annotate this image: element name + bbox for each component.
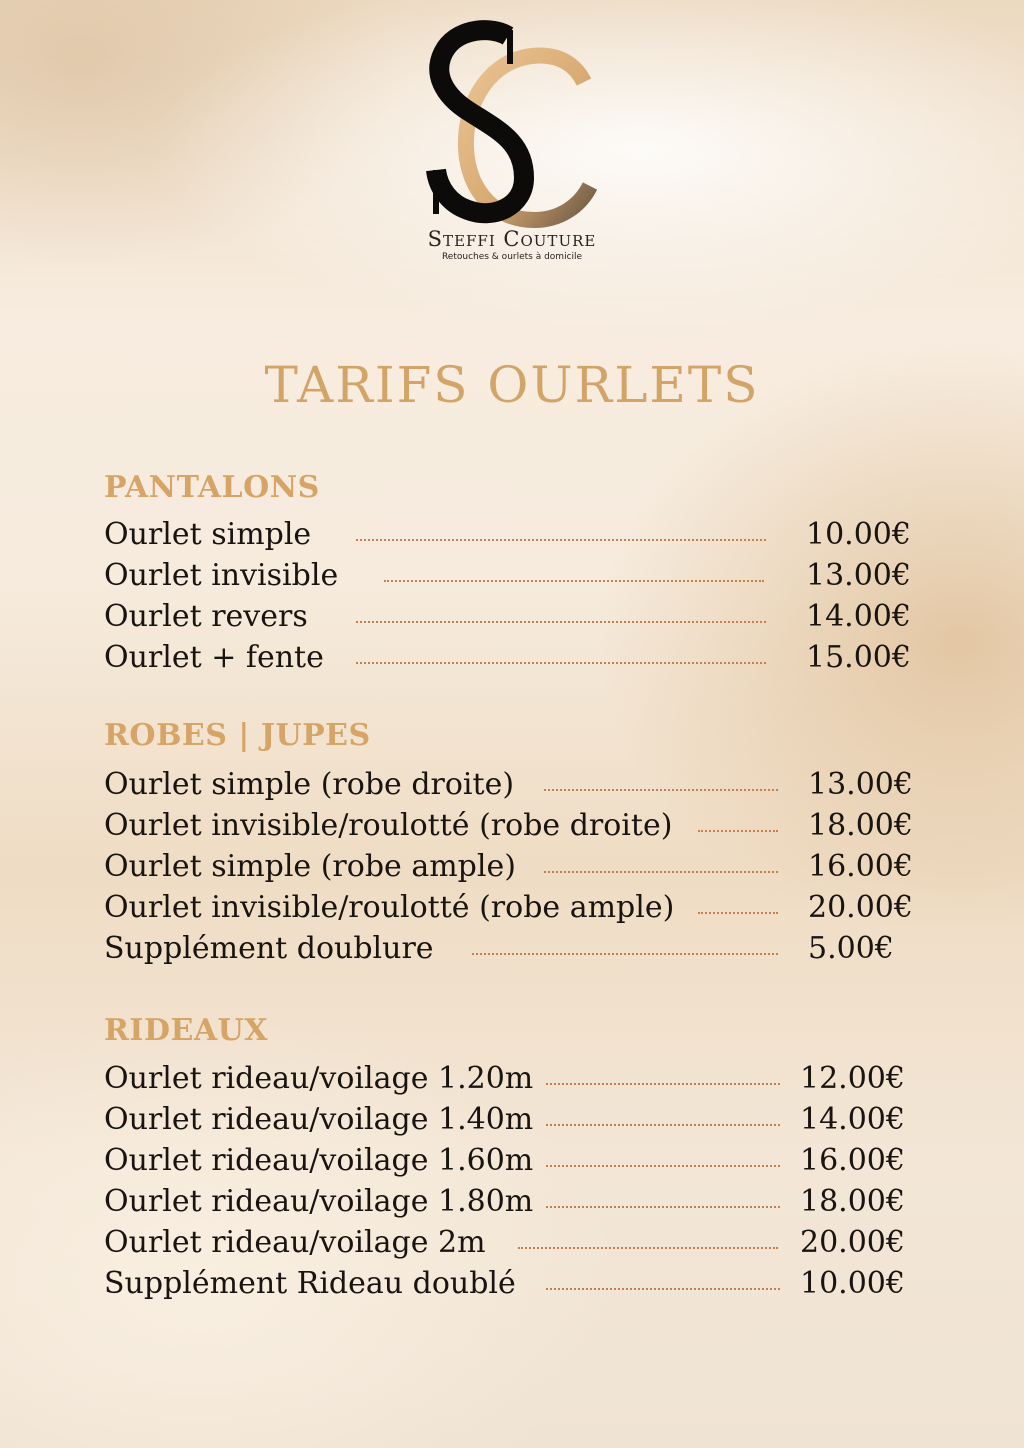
- price-row: [104, 598, 916, 638]
- price-row: [104, 1224, 916, 1264]
- price-value: 16.00€: [808, 849, 913, 884]
- price-row: [104, 516, 916, 556]
- price-value: 20.00€: [800, 1225, 905, 1260]
- price-label: Ourlet rideau/voilage 1.80m: [104, 1184, 534, 1219]
- price-row: [104, 848, 916, 888]
- price-row: [104, 766, 916, 806]
- dot-leader: [698, 912, 778, 914]
- price-row: [104, 1142, 916, 1182]
- price-row: [104, 557, 916, 597]
- section-title-robes-jupes: ROBES | JUPES: [104, 718, 371, 753]
- price-value: 10.00€: [800, 1266, 905, 1301]
- brand-name: Steffi Couture: [427, 227, 597, 251]
- price-row: [104, 889, 916, 929]
- dot-leader: [384, 580, 764, 582]
- dot-leader: [544, 871, 778, 873]
- price-value: 15.00€: [806, 640, 911, 675]
- dot-leader: [356, 539, 766, 541]
- sc-monogram-icon: [412, 20, 612, 230]
- dot-leader: [546, 1083, 780, 1085]
- dot-leader: [544, 789, 778, 791]
- price-value: 5.00€: [808, 931, 894, 966]
- price-label: Supplément Rideau doublé: [104, 1266, 516, 1301]
- price-value: 14.00€: [806, 599, 911, 634]
- dot-leader: [698, 830, 778, 832]
- dot-leader: [356, 621, 766, 623]
- price-label: Supplément doublure: [104, 931, 434, 966]
- dot-leader: [472, 953, 778, 955]
- price-label: Ourlet invisible/roulotté (robe ample): [104, 890, 675, 925]
- page-title: TARIFS OURLETS: [264, 355, 760, 414]
- price-value: 10.00€: [806, 517, 911, 552]
- price-label: Ourlet simple (robe ample): [104, 849, 516, 884]
- price-value: 14.00€: [800, 1102, 905, 1137]
- dot-leader: [546, 1206, 780, 1208]
- dot-leader: [518, 1247, 778, 1249]
- price-row: [104, 1101, 916, 1141]
- price-row: [104, 1060, 916, 1100]
- section-title-pantalons: PANTALONS: [104, 470, 320, 505]
- section-title-rideaux: RIDEAUX: [104, 1013, 269, 1048]
- price-value: 13.00€: [808, 767, 913, 802]
- price-value: 12.00€: [800, 1061, 905, 1096]
- price-value: 18.00€: [800, 1184, 905, 1219]
- brand-tagline: Retouches & ourlets à domicile: [441, 252, 583, 262]
- price-value: 16.00€: [800, 1143, 905, 1178]
- price-label: Ourlet invisible/roulotté (robe droite): [104, 808, 673, 843]
- price-row: [104, 1183, 916, 1223]
- dot-leader: [356, 662, 766, 664]
- price-row: [104, 930, 916, 970]
- price-label: Ourlet + fente: [104, 640, 324, 675]
- dot-leader: [546, 1165, 780, 1167]
- price-row: [104, 639, 916, 679]
- price-row: [104, 1265, 916, 1305]
- dot-leader: [546, 1124, 780, 1126]
- price-label: Ourlet simple (robe droite): [104, 767, 515, 802]
- price-label: Ourlet rideau/voilage 1.60m: [104, 1143, 534, 1178]
- price-label: Ourlet simple: [104, 517, 312, 552]
- price-row: [104, 807, 916, 847]
- price-value: 13.00€: [806, 558, 911, 593]
- price-label: Ourlet rideau/voilage 1.20m: [104, 1061, 534, 1096]
- price-label: Ourlet invisible: [104, 558, 339, 593]
- price-label: Ourlet revers: [104, 599, 308, 634]
- dot-leader: [546, 1288, 780, 1290]
- price-label: Ourlet rideau/voilage 1.40m: [104, 1102, 534, 1137]
- price-value: 20.00€: [808, 890, 913, 925]
- price-label: Ourlet rideau/voilage 2m: [104, 1225, 486, 1260]
- price-value: 18.00€: [808, 808, 913, 843]
